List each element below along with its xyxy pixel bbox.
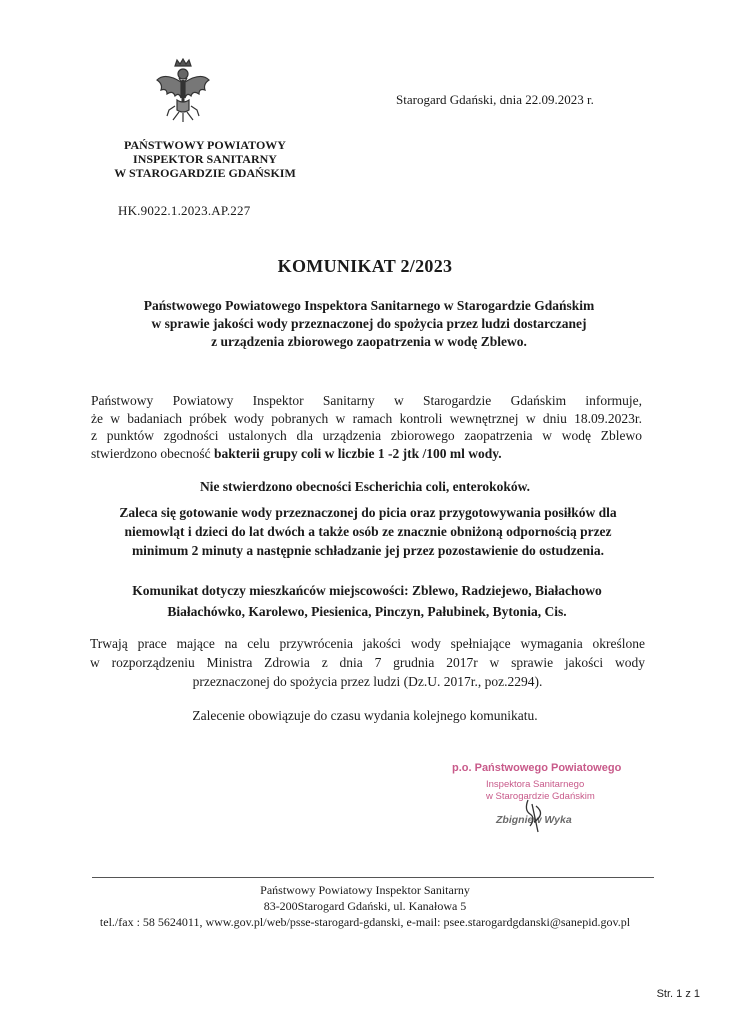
paragraph-line: że w badaniach próbek wody pobranych w ramach kontroli wewnętrznej w dniu 18.09.2023r. xyxy=(91,410,642,426)
no-ecoli-statement: Nie stwierdzono obecności Escherichia coli, enterokoków. xyxy=(199,479,531,494)
footer-address: 83-200Starogard Gdański, ul. Kanałowa 5 xyxy=(263,899,467,913)
recommendation-line: niemowląt i dzieci do lat dwóch a także osób ze znacznie obniżoną odpornością przez xyxy=(124,524,612,539)
paragraph-line: Trwają prace mające na celu przywrócenia jakości wody spełniające wymagania określone xyxy=(90,636,645,651)
office-line: PAŃSTWOWY POWIATOWY xyxy=(124,138,286,152)
paragraph-line xyxy=(91,445,642,463)
document-date: Starogard Gdański, dnia 22.09.2023 r. xyxy=(396,92,594,107)
office-line: W STAROGARDZIE GDAŃSKIM xyxy=(114,166,296,180)
paragraph-line: przeznaczonej do spożycia przez ludzi (Dz.U. 2017r., poz.2294). xyxy=(192,674,543,689)
subtitle-line: z urządzenia zbiorowego zaopatrzenia w wodę Zblewo. xyxy=(211,334,527,349)
footer-divider xyxy=(92,877,654,878)
footer xyxy=(0,882,730,930)
paragraph-text: stwierdzono obecność xyxy=(91,445,214,461)
validity-note: Zalecenie obowiązuje do czasu wydania kolejnego komunikatu. xyxy=(192,708,538,723)
subtitle-line: w sprawie jakości wody przeznaczonej do spożycia przez ludzi dostarczanej xyxy=(151,316,587,331)
recommendation-line: Zaleca się gotowanie wody przeznaczonej do picia oraz przygotowywania posiłków dla xyxy=(119,505,617,520)
localities-line: Białachówko, Karolewo, Piesienica, Pinczyn, Pałubinek, Bytonia, Cis. xyxy=(167,604,567,619)
stamp-line: w Starogardzie Gdańskim xyxy=(486,791,595,802)
paragraph-line: z punktów zgodności ustalonych dla urządzenia zbiorowego zaopatrzenia w wodę Zblewo xyxy=(91,428,642,443)
stamp-line: p.o. Państwowego Powiatowego xyxy=(452,762,622,774)
document-subtitle xyxy=(80,297,658,351)
boiling-recommendation xyxy=(98,503,638,560)
recommendation-line: minimum 2 minuty a następnie schładzanie jej przez pozostawienie do ostudzenia. xyxy=(131,543,605,558)
reference-number: HK.9022.1.2023.AP.227 xyxy=(118,203,251,218)
localities-line: Komunikat dotyczy mieszkańców miejscowości: Zblewo, Radziejewo, Białachowo xyxy=(132,583,602,598)
stamp-line: Inspektora Sanitarnego xyxy=(486,779,585,790)
signature-scribble xyxy=(516,796,556,836)
paragraph-line: Państwowy Powiatowy Inspektor Sanitarny w Starogardzie Gdańskim informuje, xyxy=(91,393,642,408)
document-title: KOMUNIKAT 2/2023 xyxy=(277,256,453,276)
paragraph-line: w rozporządzeniu Ministra Zdrowia z dnia 7 grudnia 2017r w sprawie jakości wody xyxy=(90,655,645,670)
issuing-office xyxy=(96,138,314,180)
works-paragraph xyxy=(90,634,645,691)
signature-name: Zbigniew Wyka xyxy=(496,814,572,826)
office-line: INSPEKTOR SANITARNY xyxy=(133,152,277,166)
polish-eagle-icon xyxy=(153,58,213,124)
findings-paragraph xyxy=(91,392,642,462)
bacteria-finding: bakterii grupy coli w liczbie 1 -2 jtk /100 ml wody. xyxy=(213,445,502,461)
subtitle-line: Państwowego Powiatowego Inspektora Sanitarnego w Starogardzie Gdańskim xyxy=(143,298,595,313)
page-number: Str. 1 z 1 xyxy=(656,988,700,1000)
affected-localities xyxy=(96,580,638,622)
footer-office: Państwowy Powiatowy Inspektor Sanitarny xyxy=(260,883,470,897)
official-stamp xyxy=(438,760,638,840)
footer-contact: tel./fax : 58 5624011, www.gov.pl/web/psse-starogard-gdanski, e-mail: psee.starogardgdanski@sanepid.gov.pl xyxy=(99,915,631,929)
